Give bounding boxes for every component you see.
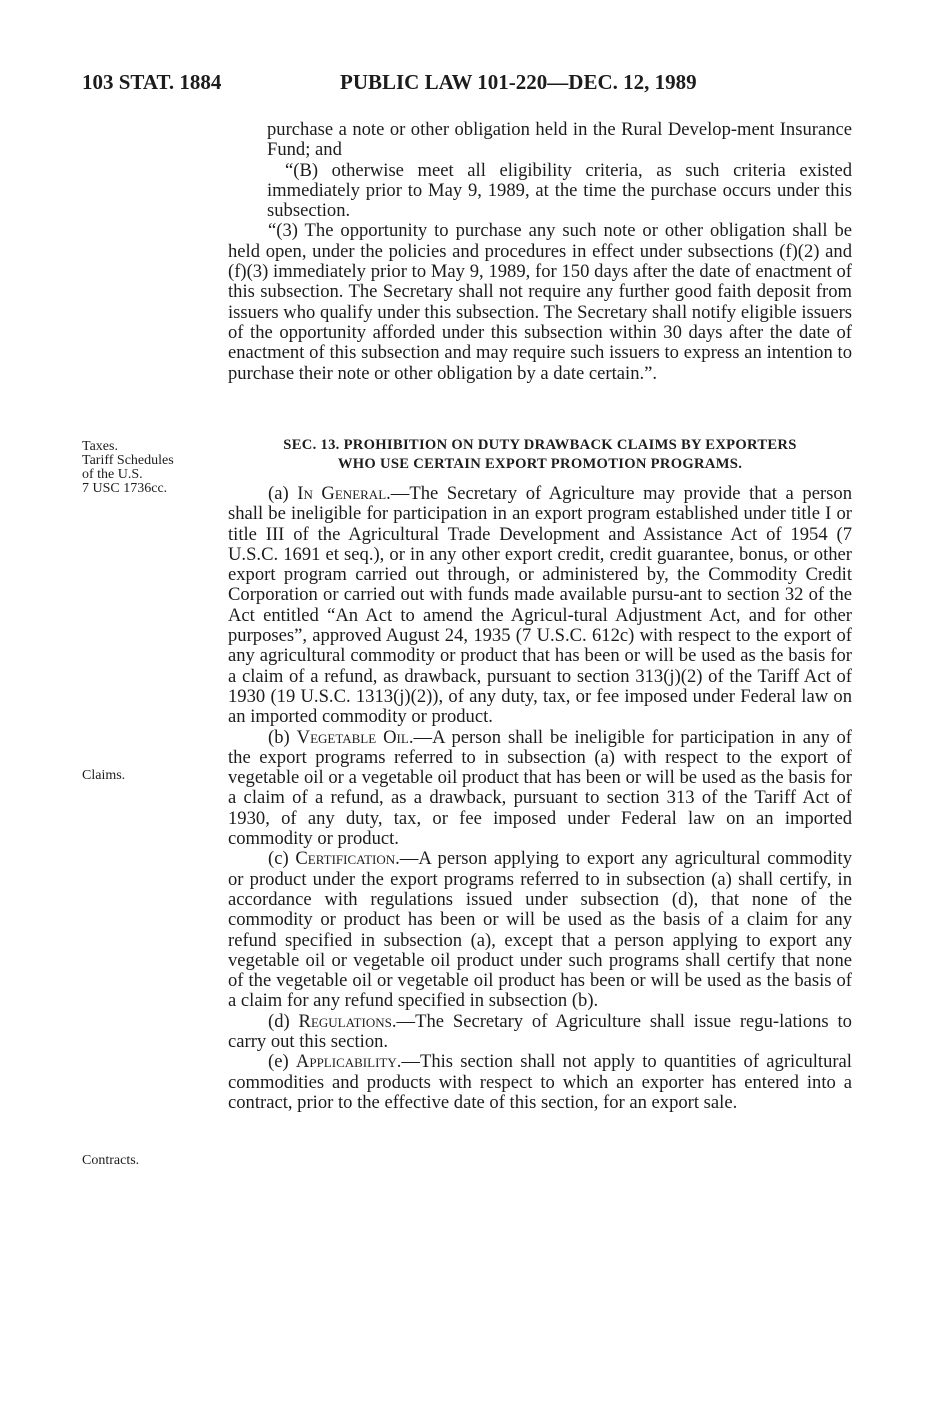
margin-note-taxes-line-4: 7 USC 1736cc.: [82, 481, 168, 496]
section-heading-line-2: WHO USE CERTAIN EXPORT PROMOTION PROGRAMS.: [337, 456, 743, 472]
subsection-a-text: .—The Secretary of Agriculture may provide that a person shall be ineligible for participation in an export program established under title I or title III of the Agricultural Trade Development and Assistance Act of 1954 (7 U.S.C. 1691 et seq.), or in any other export credit, credit guarantee, bonus, or other export program carried out through, or administered by, the Commodity Credit Corporation or carried out with funds made available pursu-ant to section 32 of the Act entitled “An Act to amend the Agricul-tural Adjustment Act, and for other purposes”, approved August 24, 1935 (7 U.S.C. 612c) with respect to the export of any agricultural commodity or product that has been or will be used as the basis for a claim of a refund, as drawback, pursuant to section 313(j)(2) of the Tariff Act of 1930 (19 U.S.C. 1313(j)(2)), of any duty, tax, or fee imposed under Federal law on an imported commodity or product.: [228, 483, 852, 728]
paragraph-a-continuation: purchase a note or other obligation held in the Rural Develop-ment Insurance Fund; and: [267, 119, 852, 161]
section-body: [228, 484, 852, 1113]
subsection-d: [228, 1012, 852, 1053]
subsection-a: [228, 484, 852, 728]
margin-note-taxes-line-1: Taxes.: [82, 439, 118, 454]
section-heading-line-1: SEC. 13. PROHIBITION ON DUTY DRAWBACK CLAIMS BY EXPORTERS: [283, 437, 797, 453]
margin-note-contracts: Contracts.: [82, 1153, 140, 1168]
subsection-b-caption: Vegetable Oil: [296, 726, 409, 748]
statute-page-reference: 103 STAT. 1884: [82, 70, 222, 94]
subsection-e-label: (e): [268, 1051, 296, 1073]
subsection-d-caption: Regulations: [298, 1010, 392, 1032]
subsection-d-label: (d): [268, 1010, 299, 1032]
continued-text-block: [228, 120, 852, 384]
subsection-b: [228, 728, 852, 850]
subsection-b-text: .—A person shall be ineligible for participation in any of the export programs referred to in subsection (a) with respect to the export of vegetable oil or a vegetable oil product that has been or will be used as the basis for a claim of a refund, as a drawback, pursuant to section 313 of the Tariff Act of 1930, of any duty, tax, or fee imposed under Federal law on an imported commodity or product.: [228, 726, 852, 850]
public-law-title: PUBLIC LAW 101-220—DEC. 12, 1989: [340, 70, 697, 94]
subsection-c: [228, 849, 852, 1011]
page-header: [82, 70, 842, 100]
subsection-c-text: .—A person applying to export any agricultural commodity or product under the export programs referred to in subsection (a) shall certify, in accordance with regulations issued under subsection (d), that none of the commodity or product has been or will be used as the basis of a claim for any refund specified in subsection (a), except that a person applying to export any vegetable oil or vegetable oil product under such programs shall certify that none of the vegetable oil or vegetable oil product has been or will be used as the basis of a claim for any refund specified in subsection (b).: [228, 848, 852, 1012]
subsection-e-text: .—This section shall not apply to quantities of agricultural commodities and products with respect to which an exporter has entered into a contract, prior to the effective date of this section, for an export sale.: [228, 1051, 852, 1113]
paragraph-3: “(3) The opportunity to purchase any such note or other obligation shall be held open, under the policies and procedures in effect under subsections (f)(2) and (f)(3) immediately prior to May 9, 1989, for 150 days after the date of enactment of this subsection. The Secretary shall not require any further good faith deposit from issuers who qualify under this subsection. The Secretary shall notify eligible issuers of the opportunity afforded under this subsection within 30 days after the date of enactment of this subsection and may require such issuers to express an intention to purchase their note or other obligation by a date certain.”.: [228, 220, 852, 384]
subsection-a-caption: In General: [297, 483, 387, 504]
margin-note-claims: Claims.: [82, 768, 126, 783]
paragraph-B: “(B) otherwise meet all eligibility criteria, as such criteria existed immediately prior to May 9, 1989, at the time the purchase occurs under this subsection.: [267, 159, 852, 222]
section-heading: [228, 436, 852, 474]
subsection-c-caption: Certification: [295, 848, 396, 870]
subsection-a-label: (a): [268, 483, 298, 504]
subsection-d-text: .—The Secretary of Agriculture shall issue regu-lations to carry out this section.: [228, 1010, 852, 1053]
subsection-e: [228, 1052, 852, 1113]
subsection-c-label: (c): [268, 848, 296, 870]
margin-note-taxes-line-2: Tariff Schedules: [82, 453, 174, 468]
margin-note-taxes-line-3: of the U.S.: [82, 467, 143, 482]
subsection-b-label: (b): [268, 726, 297, 748]
margin-note-taxes: [82, 440, 174, 496]
subsection-e-caption: Applicability: [295, 1051, 397, 1073]
